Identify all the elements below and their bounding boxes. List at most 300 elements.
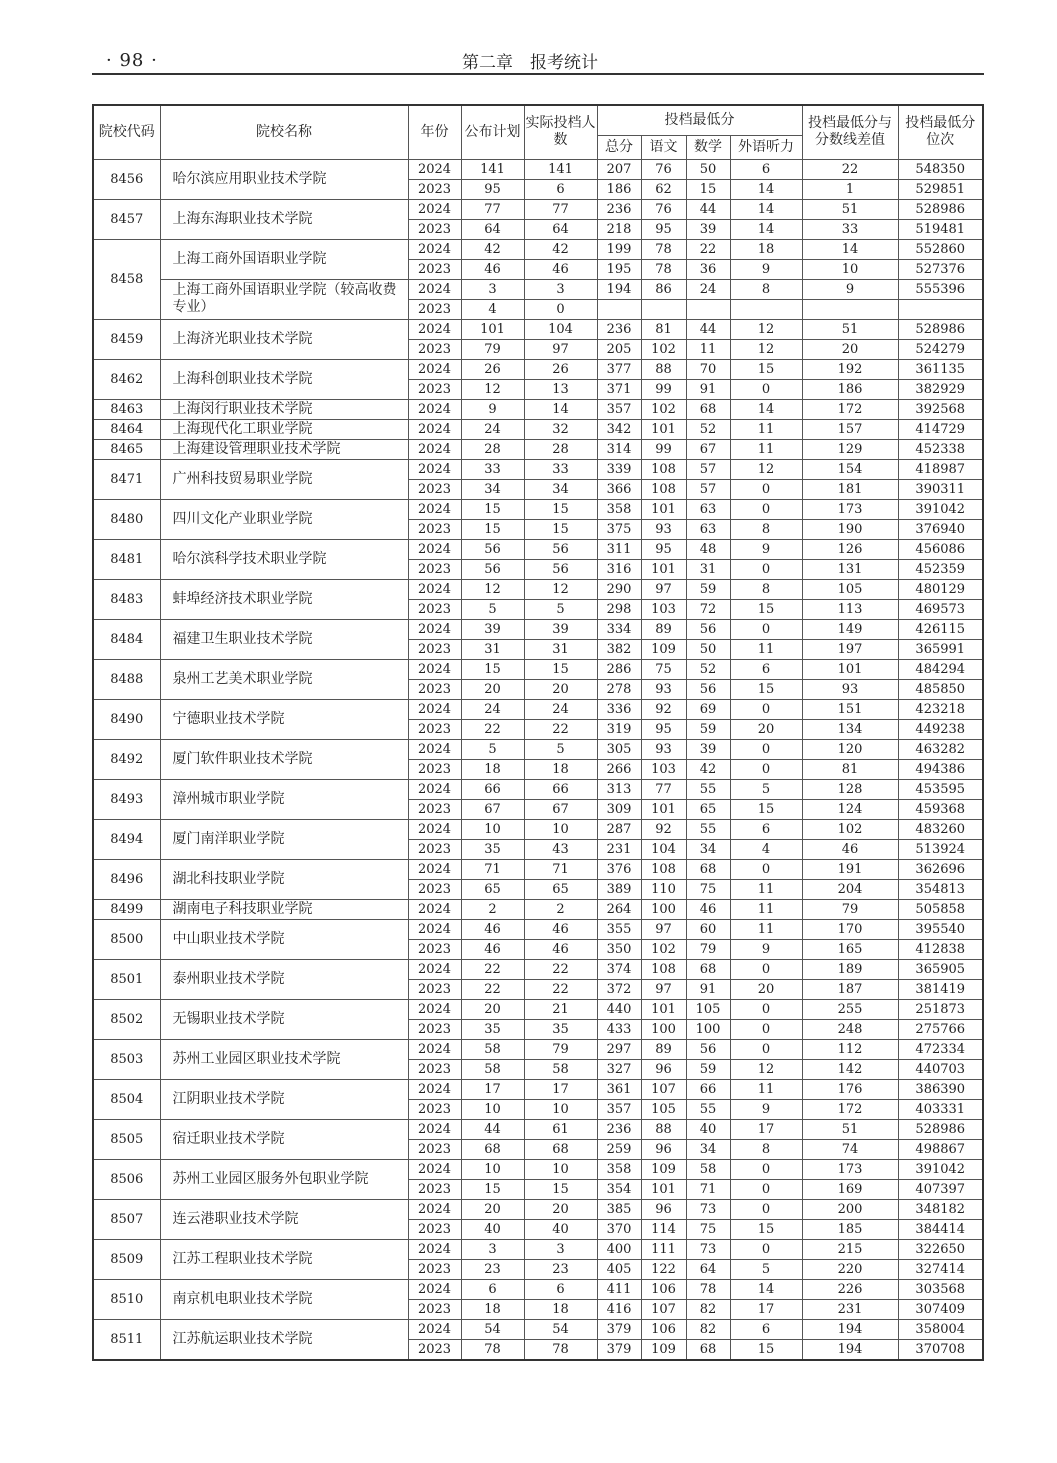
table-row (93, 399, 983, 419)
year-cell: 2024 (408, 239, 461, 259)
plan-cell: 46 (461, 919, 524, 939)
diff-cell: 51 (802, 199, 898, 219)
year-cell: 2024 (408, 899, 461, 919)
listening-cell: 0 (730, 1039, 802, 1059)
math-cell: 79 (686, 939, 730, 959)
year-cell: 2024 (408, 1079, 461, 1099)
rank-cell: 483260 (898, 819, 983, 839)
listening-cell: 20 (730, 979, 802, 999)
rank-cell: 391042 (898, 499, 983, 519)
plan-cell: 42 (461, 239, 524, 259)
chinese-cell: 92 (641, 819, 686, 839)
rank-cell: 370708 (898, 1339, 983, 1360)
year-cell: 2023 (408, 679, 461, 699)
diff-cell: 1 (802, 179, 898, 199)
school-name: 湖北科技职业学院 (160, 859, 408, 899)
school-code: 8501 (93, 959, 160, 999)
actual-cell: 65 (524, 879, 597, 899)
diff-cell: 129 (802, 439, 898, 459)
school-code: 8496 (93, 859, 160, 899)
actual-cell: 141 (524, 159, 597, 179)
school-name: 苏州工业园区服务外包职业学院 (160, 1159, 408, 1199)
school-name: 上海建设管理职业技术学院 (160, 439, 408, 459)
rank-cell: 423218 (898, 699, 983, 719)
rank-cell: 348182 (898, 1199, 983, 1219)
school-code: 8484 (93, 619, 160, 659)
math-cell: 75 (686, 879, 730, 899)
chinese-cell: 105 (641, 1099, 686, 1119)
rank-cell: 362696 (898, 859, 983, 879)
school-code: 8480 (93, 499, 160, 539)
chinese-cell: 77 (641, 779, 686, 799)
listening-cell: 0 (730, 1159, 802, 1179)
listening-cell: 6 (730, 159, 802, 179)
total-cell: 405 (597, 1259, 641, 1279)
plan-cell: 46 (461, 259, 524, 279)
rank-cell (898, 299, 983, 319)
chinese-cell: 95 (641, 539, 686, 559)
plan-cell: 101 (461, 319, 524, 339)
header-year: 年份 (408, 105, 461, 159)
total-cell: 266 (597, 759, 641, 779)
listening-cell: 12 (730, 339, 802, 359)
actual-cell: 39 (524, 619, 597, 639)
rank-cell: 412838 (898, 939, 983, 959)
school-name: 上海济光职业技术学院 (160, 319, 408, 359)
school-code: 8506 (93, 1159, 160, 1199)
year-cell: 2023 (408, 1059, 461, 1079)
year-cell: 2024 (408, 399, 461, 419)
plan-cell: 35 (461, 1019, 524, 1039)
header-listening: 外语听力 (730, 135, 802, 159)
rank-cell: 480129 (898, 579, 983, 599)
actual-cell: 68 (524, 1139, 597, 1159)
total-cell: 286 (597, 659, 641, 679)
actual-cell: 10 (524, 1099, 597, 1119)
chinese-cell: 103 (641, 759, 686, 779)
listening-cell: 20 (730, 719, 802, 739)
math-cell: 105 (686, 999, 730, 1019)
school-code: 8462 (93, 359, 160, 399)
chinese-cell: 86 (641, 279, 686, 299)
school-name: 江苏航运职业技术学院 (160, 1319, 408, 1360)
actual-cell: 10 (524, 819, 597, 839)
school-name: 广州科技贸易职业学院 (160, 459, 408, 499)
school-name: 无锡职业技术学院 (160, 999, 408, 1039)
actual-cell: 66 (524, 779, 597, 799)
plan-cell: 34 (461, 479, 524, 499)
rank-cell: 485850 (898, 679, 983, 699)
diff-cell: 187 (802, 979, 898, 999)
chinese-cell: 75 (641, 659, 686, 679)
year-cell: 2024 (408, 819, 461, 839)
year-cell: 2024 (408, 419, 461, 439)
listening-cell: 12 (730, 1059, 802, 1079)
rank-cell: 498867 (898, 1139, 983, 1159)
rank-cell: 524279 (898, 339, 983, 359)
total-cell: 357 (597, 399, 641, 419)
rank-cell: 469573 (898, 599, 983, 619)
actual-cell: 6 (524, 1279, 597, 1299)
plan-cell: 71 (461, 859, 524, 879)
total-cell: 385 (597, 1199, 641, 1219)
listening-cell: 0 (730, 759, 802, 779)
plan-cell: 95 (461, 179, 524, 199)
plan-cell: 12 (461, 579, 524, 599)
chinese-cell: 99 (641, 379, 686, 399)
math-cell: 66 (686, 1079, 730, 1099)
listening-cell: 0 (730, 1179, 802, 1199)
year-cell: 2023 (408, 519, 461, 539)
plan-cell: 22 (461, 959, 524, 979)
listening-cell: 0 (730, 619, 802, 639)
math-cell: 56 (686, 679, 730, 699)
admission-table (92, 104, 984, 1361)
actual-cell: 35 (524, 1019, 597, 1039)
math-cell: 60 (686, 919, 730, 939)
total-cell: 372 (597, 979, 641, 999)
actual-cell: 56 (524, 539, 597, 559)
total-cell: 379 (597, 1319, 641, 1339)
header-actual: 实际投档人数 (524, 105, 597, 159)
total-cell: 231 (597, 839, 641, 859)
actual-cell: 0 (524, 299, 597, 319)
table-row (93, 359, 983, 379)
chinese-cell: 110 (641, 879, 686, 899)
plan-cell: 77 (461, 199, 524, 219)
plan-cell: 33 (461, 459, 524, 479)
math-cell: 59 (686, 719, 730, 739)
total-cell: 195 (597, 259, 641, 279)
header-rule (92, 73, 984, 75)
school-name: 漳州城市职业学院 (160, 779, 408, 819)
table-row (93, 1119, 983, 1139)
school-code: 8456 (93, 159, 160, 199)
year-cell: 2024 (408, 919, 461, 939)
rank-cell: 519481 (898, 219, 983, 239)
chinese-cell: 97 (641, 579, 686, 599)
table-row (93, 239, 983, 259)
listening-cell: 8 (730, 1139, 802, 1159)
actual-cell: 22 (524, 959, 597, 979)
school-code: 8511 (93, 1319, 160, 1360)
chinese-cell (641, 299, 686, 319)
listening-cell: 0 (730, 999, 802, 1019)
total-cell: 336 (597, 699, 641, 719)
diff-cell: 169 (802, 1179, 898, 1199)
school-name: 蚌埠经济技术职业学院 (160, 579, 408, 619)
table-row (93, 899, 983, 919)
math-cell: 39 (686, 219, 730, 239)
year-cell: 2023 (408, 1019, 461, 1039)
chinese-cell: 95 (641, 219, 686, 239)
diff-cell: 20 (802, 339, 898, 359)
table-row (93, 319, 983, 339)
rank-cell: 354813 (898, 879, 983, 899)
math-cell: 73 (686, 1239, 730, 1259)
plan-cell: 26 (461, 359, 524, 379)
diff-cell: 157 (802, 419, 898, 439)
total-cell: 371 (597, 379, 641, 399)
school-name: 上海闵行职业技术学院 (160, 399, 408, 419)
chinese-cell: 102 (641, 939, 686, 959)
math-cell: 68 (686, 959, 730, 979)
chinese-cell: 93 (641, 679, 686, 699)
total-cell: 433 (597, 1019, 641, 1039)
school-name: 连云港职业技术学院 (160, 1199, 408, 1239)
plan-cell: 65 (461, 879, 524, 899)
diff-cell: 149 (802, 619, 898, 639)
math-cell: 72 (686, 599, 730, 619)
total-cell: 339 (597, 459, 641, 479)
diff-cell: 151 (802, 699, 898, 719)
actual-cell: 15 (524, 1179, 597, 1199)
year-cell: 2024 (408, 859, 461, 879)
total-cell: 411 (597, 1279, 641, 1299)
actual-cell: 14 (524, 399, 597, 419)
school-code: 8499 (93, 899, 160, 919)
rank-cell: 472334 (898, 1039, 983, 1059)
actual-cell: 22 (524, 979, 597, 999)
total-cell: 236 (597, 319, 641, 339)
listening-cell: 14 (730, 219, 802, 239)
plan-cell: 15 (461, 499, 524, 519)
math-cell: 48 (686, 539, 730, 559)
rank-cell: 440703 (898, 1059, 983, 1079)
table-row (93, 999, 983, 1019)
chinese-cell: 78 (641, 239, 686, 259)
math-cell: 34 (686, 839, 730, 859)
chinese-cell: 101 (641, 1179, 686, 1199)
plan-cell: 24 (461, 419, 524, 439)
year-cell: 2024 (408, 1279, 461, 1299)
math-cell: 52 (686, 419, 730, 439)
total-cell: 342 (597, 419, 641, 439)
table-row (93, 659, 983, 679)
plan-cell: 35 (461, 839, 524, 859)
year-cell: 2023 (408, 299, 461, 319)
year-cell: 2023 (408, 339, 461, 359)
school-code: 8510 (93, 1279, 160, 1319)
diff-cell: 154 (802, 459, 898, 479)
year-cell: 2024 (408, 279, 461, 299)
rank-cell: 390311 (898, 479, 983, 499)
listening-cell: 14 (730, 179, 802, 199)
diff-cell: 120 (802, 739, 898, 759)
math-cell: 82 (686, 1319, 730, 1339)
table-row (93, 919, 983, 939)
diff-cell: 134 (802, 719, 898, 739)
actual-cell: 79 (524, 1039, 597, 1059)
plan-cell: 56 (461, 559, 524, 579)
year-cell: 2023 (408, 599, 461, 619)
year-cell: 2024 (408, 539, 461, 559)
school-code: 8502 (93, 999, 160, 1039)
diff-cell: 46 (802, 839, 898, 859)
school-code: 8503 (93, 1039, 160, 1079)
diff-cell: 185 (802, 1219, 898, 1239)
actual-cell: 43 (524, 839, 597, 859)
diff-cell: 142 (802, 1059, 898, 1079)
rank-cell: 505858 (898, 899, 983, 919)
school-name: 宁德职业技术学院 (160, 699, 408, 739)
table-row (93, 779, 983, 799)
table-row (93, 1079, 983, 1099)
plan-cell: 22 (461, 719, 524, 739)
listening-cell: 11 (730, 899, 802, 919)
plan-cell: 18 (461, 1299, 524, 1319)
school-name: 哈尔滨应用职业技术学院 (160, 159, 408, 199)
plan-cell: 2 (461, 899, 524, 919)
math-cell: 36 (686, 259, 730, 279)
school-name: 湖南电子科技职业学院 (160, 899, 408, 919)
plan-cell: 9 (461, 399, 524, 419)
math-cell: 78 (686, 1279, 730, 1299)
diff-cell: 204 (802, 879, 898, 899)
total-cell: 305 (597, 739, 641, 759)
school-name: 中山职业技术学院 (160, 919, 408, 959)
school-code: 8488 (93, 659, 160, 699)
diff-cell: 197 (802, 639, 898, 659)
total-cell: 313 (597, 779, 641, 799)
listening-cell: 0 (730, 1199, 802, 1219)
diff-cell: 231 (802, 1299, 898, 1319)
actual-cell: 42 (524, 239, 597, 259)
actual-cell: 31 (524, 639, 597, 659)
total-cell: 287 (597, 819, 641, 839)
math-cell: 91 (686, 379, 730, 399)
total-cell: 298 (597, 599, 641, 619)
year-cell: 2023 (408, 259, 461, 279)
year-cell: 2024 (408, 1199, 461, 1219)
rank-cell: 513924 (898, 839, 983, 859)
total-cell: 290 (597, 579, 641, 599)
plan-cell: 39 (461, 619, 524, 639)
actual-cell: 21 (524, 999, 597, 1019)
total-cell: 205 (597, 339, 641, 359)
actual-cell: 18 (524, 1299, 597, 1319)
listening-cell: 6 (730, 1319, 802, 1339)
diff-cell: 128 (802, 779, 898, 799)
year-cell: 2023 (408, 839, 461, 859)
total-cell: 355 (597, 919, 641, 939)
plan-cell: 40 (461, 1219, 524, 1239)
diff-cell: 192 (802, 359, 898, 379)
math-cell: 24 (686, 279, 730, 299)
actual-cell: 18 (524, 759, 597, 779)
actual-cell: 32 (524, 419, 597, 439)
plan-cell: 56 (461, 539, 524, 559)
listening-cell: 14 (730, 199, 802, 219)
math-cell: 59 (686, 579, 730, 599)
actual-cell: 64 (524, 219, 597, 239)
total-cell: 207 (597, 159, 641, 179)
table-row (93, 459, 983, 479)
math-cell: 68 (686, 1339, 730, 1360)
chinese-cell: 97 (641, 979, 686, 999)
chinese-cell: 78 (641, 259, 686, 279)
rank-cell: 361135 (898, 359, 983, 379)
plan-cell: 22 (461, 979, 524, 999)
rank-cell: 391042 (898, 1159, 983, 1179)
math-cell: 65 (686, 799, 730, 819)
math-cell: 73 (686, 1199, 730, 1219)
year-cell: 2024 (408, 739, 461, 759)
year-cell: 2023 (408, 979, 461, 999)
school-name: 泉州工艺美术职业学院 (160, 659, 408, 699)
listening-cell: 6 (730, 819, 802, 839)
chinese-cell: 111 (641, 1239, 686, 1259)
year-cell: 2024 (408, 1159, 461, 1179)
year-cell: 2023 (408, 1099, 461, 1119)
chinese-cell: 88 (641, 359, 686, 379)
math-cell: 68 (686, 859, 730, 879)
plan-cell: 31 (461, 639, 524, 659)
listening-cell: 8 (730, 519, 802, 539)
rank-cell: 382929 (898, 379, 983, 399)
plan-cell: 12 (461, 379, 524, 399)
actual-cell: 15 (524, 499, 597, 519)
school-code: 8493 (93, 779, 160, 819)
plan-cell: 141 (461, 159, 524, 179)
diff-cell: 255 (802, 999, 898, 1019)
header-code: 院校代码 (93, 105, 160, 159)
total-cell: 358 (597, 499, 641, 519)
school-name: 苏州工业园区职业技术学院 (160, 1039, 408, 1079)
actual-cell: 71 (524, 859, 597, 879)
year-cell: 2024 (408, 359, 461, 379)
listening-cell: 11 (730, 639, 802, 659)
chinese-cell: 104 (641, 839, 686, 859)
school-code: 8490 (93, 699, 160, 739)
actual-cell: 54 (524, 1319, 597, 1339)
plan-cell: 67 (461, 799, 524, 819)
school-name: 上海科创职业技术学院 (160, 359, 408, 399)
year-cell: 2024 (408, 159, 461, 179)
plan-cell: 66 (461, 779, 524, 799)
plan-cell: 79 (461, 339, 524, 359)
school-name: 四川文化产业职业学院 (160, 499, 408, 539)
total-cell: 314 (597, 439, 641, 459)
chinese-cell: 76 (641, 199, 686, 219)
year-cell: 2023 (408, 639, 461, 659)
total-cell: 374 (597, 959, 641, 979)
listening-cell: 15 (730, 799, 802, 819)
listening-cell: 5 (730, 779, 802, 799)
actual-cell: 20 (524, 1199, 597, 1219)
listening-cell: 8 (730, 579, 802, 599)
year-cell: 2024 (408, 699, 461, 719)
rank-cell: 463282 (898, 739, 983, 759)
listening-cell: 9 (730, 539, 802, 559)
diff-cell: 172 (802, 1099, 898, 1119)
table-row (93, 1319, 983, 1339)
total-cell: 316 (597, 559, 641, 579)
chinese-cell: 109 (641, 1159, 686, 1179)
year-cell: 2023 (408, 719, 461, 739)
total-cell: 376 (597, 859, 641, 879)
header-plan: 公布计划 (461, 105, 524, 159)
math-cell: 63 (686, 519, 730, 539)
diff-cell: 248 (802, 1019, 898, 1039)
chinese-cell: 107 (641, 1299, 686, 1319)
diff-cell: 51 (802, 319, 898, 339)
math-cell: 46 (686, 899, 730, 919)
table-row (93, 539, 983, 559)
plan-cell: 20 (461, 679, 524, 699)
rank-cell: 303568 (898, 1279, 983, 1299)
year-cell: 2024 (408, 1239, 461, 1259)
